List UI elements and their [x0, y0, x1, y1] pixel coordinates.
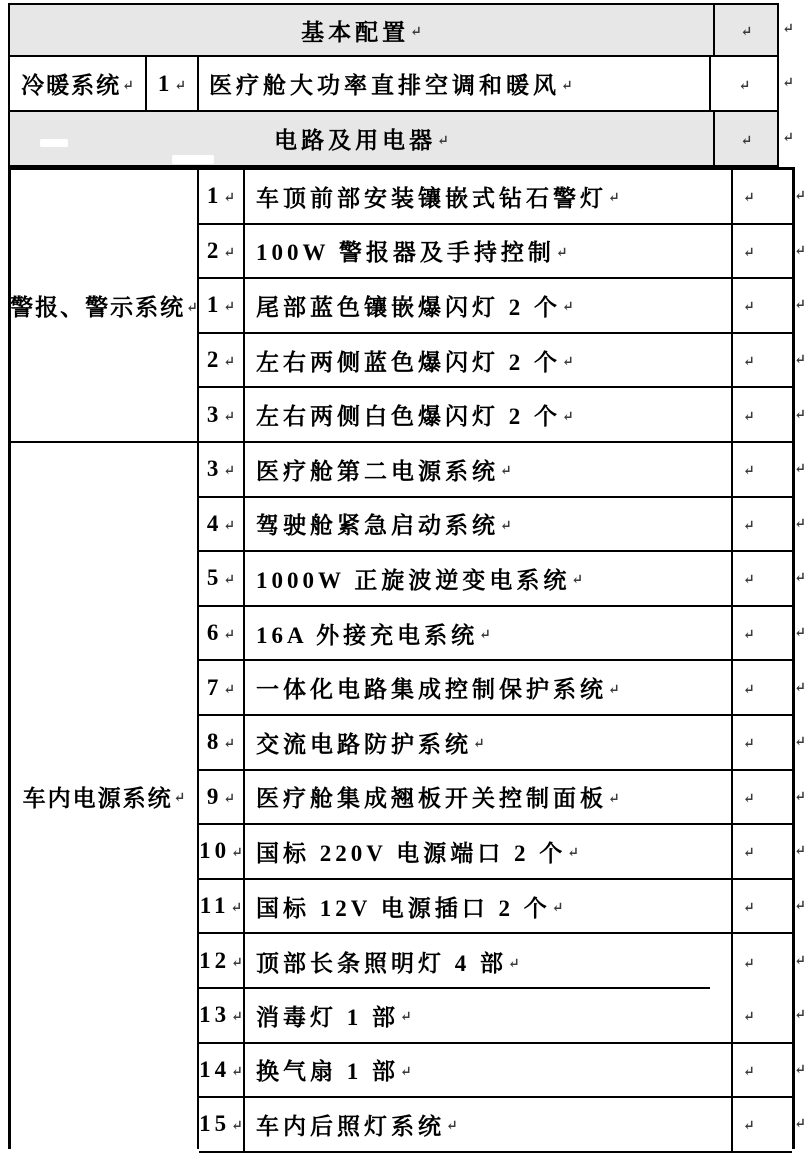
- empty-status-cell: [733, 443, 792, 498]
- item-number-cell: [199, 170, 245, 225]
- item-number: 11: [199, 893, 230, 919]
- paragraph-mark-icon: ↵: [223, 573, 236, 589]
- item-number: 4: [206, 510, 223, 536]
- paragraph-mark-icon: ↵: [743, 956, 755, 972]
- item-content-cell: [245, 498, 733, 553]
- empty-status-cell: [733, 716, 792, 771]
- item-number-cell: [199, 771, 245, 826]
- paragraph-mark-icon: ↵: [223, 518, 236, 534]
- item-row: [199, 498, 806, 553]
- item-row: [199, 1098, 806, 1153]
- item-content-cell: [245, 1044, 733, 1099]
- empty-status-cell: [733, 170, 792, 225]
- item-number-cell: [199, 661, 245, 716]
- row-end-paragraph-mark-icon: ↵: [794, 571, 806, 587]
- empty-status-cell: [733, 880, 792, 935]
- item-number-cell: [199, 334, 245, 389]
- item-text: 100W 警报器及手持控制: [256, 240, 555, 266]
- item-number-cell: [199, 552, 245, 607]
- paragraph-mark-icon: ↵: [743, 518, 755, 534]
- item-number-cell: [199, 716, 245, 771]
- item-row: [199, 607, 806, 662]
- paragraph-mark-icon: ↵: [500, 464, 512, 480]
- paragraph-mark-icon: ↵: [567, 846, 579, 862]
- group-cell-cooling: [10, 57, 147, 110]
- item-text: 换气扇 1 部: [256, 1059, 399, 1085]
- paragraph-mark-icon: ↵: [400, 1010, 412, 1026]
- paragraph-mark-icon: ↵: [743, 355, 755, 371]
- row-end-paragraph-mark-icon: ↵: [794, 789, 806, 805]
- paragraph-mark-icon: ↵: [571, 573, 584, 589]
- paragraph-mark-icon: ↵: [555, 245, 568, 261]
- item-number-cell: [199, 225, 245, 280]
- item-row: [199, 225, 806, 280]
- item-number-cell: [199, 880, 245, 935]
- row-end-paragraph-mark-icon: ↵: [794, 462, 806, 478]
- paragraph-mark-icon: ↵: [223, 300, 236, 316]
- item-number: 1: [206, 183, 223, 209]
- item-row: [199, 170, 806, 225]
- row-end-paragraph-mark-icon: ↵: [794, 1008, 806, 1024]
- item-content-cell: [245, 552, 733, 607]
- group-column: [11, 170, 199, 1149]
- row-end-paragraph-mark-icon: ↵: [794, 899, 806, 915]
- item-text: 尾部蓝色镶嵌爆闪灯 2 个: [256, 294, 561, 320]
- cooling-system-row: [10, 57, 794, 112]
- item-row: [199, 771, 806, 826]
- item-content-cell: [245, 225, 733, 280]
- empty-status-cell: [733, 661, 792, 716]
- item-text: 车顶前部安装镶嵌式钻石警灯: [256, 185, 607, 211]
- paragraph-mark-icon: ↵: [743, 1064, 755, 1080]
- whiteout-smudge: [40, 139, 68, 147]
- item-content-cell: [245, 989, 733, 1044]
- paragraph-mark-icon: ↵: [743, 245, 755, 261]
- empty-status-cell: [733, 334, 792, 389]
- row-end-paragraph-mark-icon: ↵: [794, 1117, 806, 1133]
- item-row: [199, 552, 806, 607]
- item-row: [199, 334, 806, 389]
- paragraph-mark-icon: ↵: [608, 191, 620, 207]
- item-text: 国标 220V 电源端口 2 个: [256, 840, 567, 866]
- item-number: 3: [206, 401, 223, 427]
- empty-status-cell: [711, 57, 777, 110]
- item-text: 国标 12V 电源插口 2 个: [256, 895, 551, 921]
- paragraph-mark-icon: ↵: [743, 846, 755, 862]
- paragraph-mark-icon: ↵: [223, 682, 236, 698]
- item-number-cell: [199, 825, 245, 880]
- row-end-paragraph-mark-icon: ↵: [794, 298, 806, 314]
- item-row: [199, 825, 806, 880]
- empty-status-cell: [733, 1098, 792, 1153]
- empty-status-cell: [733, 225, 792, 280]
- item-row: [199, 1044, 806, 1099]
- empty-status-cell: [733, 552, 792, 607]
- item-content-cell: [199, 57, 711, 110]
- paragraph-mark-icon: ↵: [608, 682, 620, 698]
- item-number-cell: [147, 57, 199, 110]
- paragraph-mark-icon: ↵: [740, 133, 753, 149]
- paragraph-mark-icon: ↵: [223, 191, 236, 207]
- paragraph-mark-icon: ↵: [231, 846, 243, 862]
- item-text: 医疗舱集成翘板开关控制面板: [256, 786, 607, 812]
- item-number-cell: [199, 388, 245, 443]
- paragraph-mark-icon: ↵: [562, 355, 574, 371]
- row-end-paragraph-mark-icon: ↵: [794, 407, 806, 423]
- item-row: [199, 880, 806, 935]
- group-label: 冷暖系统: [21, 73, 122, 98]
- section-title-electric: 电路及用电器: [274, 128, 437, 153]
- item-number-cell: [199, 1098, 245, 1153]
- row-end-paragraph-mark-icon: ↵: [782, 22, 794, 37]
- item-row: [199, 661, 806, 716]
- paragraph-mark-icon: ↵: [608, 791, 620, 807]
- paragraph-mark-icon: ↵: [551, 901, 564, 917]
- item-row: [199, 388, 806, 443]
- row-end-paragraph-mark-icon: ↵: [794, 353, 806, 369]
- paragraph-mark-icon: ↵: [223, 355, 236, 371]
- item-text: 1000W 正旋波逆变电系统: [256, 567, 571, 593]
- empty-status-cell: [733, 771, 792, 826]
- row-end-paragraph-mark-icon: ↵: [794, 189, 806, 205]
- item-number-cell: [199, 443, 245, 498]
- section-header-cell: [10, 5, 715, 55]
- paragraph-mark-icon: ↵: [562, 409, 574, 425]
- row-end-paragraph-mark-icon: ↵: [782, 130, 794, 146]
- item-number-cell: [199, 934, 245, 989]
- empty-status-cell: [733, 388, 792, 443]
- section-header-row-basic: [10, 5, 794, 57]
- item-text: 医疗舱大功率直排空调和暖风: [209, 73, 560, 98]
- paragraph-mark-icon: ↵: [231, 1064, 243, 1080]
- empty-status-cell: [733, 607, 792, 662]
- paragraph-mark-icon: ↵: [508, 956, 520, 972]
- item-number-cell: [199, 1044, 245, 1099]
- paragraph-mark-icon: ↵: [231, 955, 243, 971]
- item-text: 医疗舱第二电源系统: [256, 458, 499, 484]
- item-number-cell: [199, 279, 245, 334]
- paragraph-mark-icon: ↵: [743, 682, 755, 698]
- paragraph-mark-icon: ↵: [743, 791, 755, 807]
- paragraph-mark-icon: ↵: [223, 245, 236, 261]
- item-row: [199, 716, 806, 771]
- paragraph-mark-icon: ↵: [740, 25, 753, 40]
- group-label: 警报、警示系统: [10, 295, 186, 320]
- item-number: 3: [206, 456, 223, 482]
- paragraph-mark-icon: ↵: [743, 464, 755, 480]
- paragraph-mark-icon: ↵: [400, 1064, 412, 1080]
- empty-status-cell: [715, 112, 777, 165]
- item-text: 车内后照灯系统: [256, 1113, 445, 1139]
- paragraph-mark-icon: ↵: [223, 791, 236, 807]
- item-row: [199, 443, 806, 498]
- basic-config-table: [8, 3, 794, 167]
- item-content-cell: [245, 607, 733, 662]
- empty-status-cell: [733, 279, 792, 334]
- item-number: 15: [199, 1111, 231, 1137]
- item-content-cell: [245, 934, 733, 989]
- paragraph-mark-icon: ↵: [743, 573, 755, 589]
- electric-items-table: [8, 167, 806, 1149]
- paragraph-mark-icon: ↵: [743, 737, 755, 753]
- item-number: 7: [206, 674, 223, 700]
- row-end-paragraph-mark-icon: ↵: [794, 844, 806, 860]
- item-content-cell: [245, 279, 733, 334]
- item-text: 左右两侧白色爆闪灯 2 个: [256, 404, 561, 430]
- paragraph-mark-icon: ↵: [186, 300, 198, 316]
- row-end-paragraph-mark-icon: ↵: [794, 516, 806, 532]
- item-rows-container: [199, 170, 806, 1149]
- paragraph-mark-icon: ↵: [561, 78, 573, 94]
- paragraph-mark-icon: ↵: [223, 409, 236, 425]
- row-end-paragraph-mark-icon: ↵: [794, 626, 806, 642]
- item-content-cell: [245, 388, 733, 443]
- item-content-cell: [245, 771, 733, 826]
- paragraph-mark-icon: ↵: [231, 1010, 243, 1026]
- item-content-cell: [245, 1098, 733, 1153]
- paragraph-mark-icon: ↵: [743, 1010, 755, 1026]
- empty-status-cell: [733, 989, 792, 1044]
- item-content-cell: [245, 825, 733, 880]
- item-text: 消毒灯 1 部: [256, 1004, 399, 1030]
- item-number: 12: [199, 947, 231, 973]
- item-row: [199, 989, 806, 1044]
- item-number: 5: [206, 565, 223, 591]
- item-number: 10: [199, 838, 231, 864]
- group-cell-alarm-system: [11, 170, 197, 443]
- paragraph-mark-icon: ↵: [743, 300, 755, 316]
- paragraph-mark-icon: ↵: [743, 409, 755, 425]
- item-text: 左右两侧蓝色爆闪灯 2 个: [256, 349, 561, 375]
- paragraph-mark-icon: ↵: [562, 300, 574, 316]
- paragraph-mark-icon: ↵: [479, 628, 491, 644]
- row-end-paragraph-mark-icon: ↵: [782, 75, 794, 91]
- paragraph-mark-icon: ↵: [738, 78, 751, 94]
- paragraph-mark-icon: ↵: [743, 901, 755, 917]
- item-content-cell: [245, 661, 733, 716]
- item-text: 交流电路防护系统: [256, 731, 472, 757]
- empty-status-cell: [733, 934, 792, 989]
- paragraph-mark-icon: ↵: [743, 191, 755, 207]
- empty-status-cell: [733, 825, 792, 880]
- paragraph-mark-icon: ↵: [743, 1119, 755, 1135]
- item-row: [199, 934, 806, 989]
- item-number: 2: [206, 237, 223, 263]
- item-content-cell: [245, 170, 733, 225]
- item-number-cell: [199, 989, 245, 1044]
- section-title-basic: 基本配置: [301, 19, 410, 45]
- row-end-paragraph-mark-icon: ↵: [794, 953, 806, 969]
- paragraph-mark-icon: ↵: [231, 1119, 243, 1135]
- paragraph-mark-icon: ↵: [410, 25, 422, 40]
- paragraph-mark-icon: ↵: [173, 791, 186, 806]
- paragraph-mark-icon: ↵: [743, 628, 755, 644]
- item-number-cell: [199, 498, 245, 553]
- item-text: 驾驶舱紧急启动系统: [256, 513, 499, 539]
- row-end-paragraph-mark-icon: ↵: [794, 735, 806, 751]
- whiteout-smudge: [172, 155, 214, 164]
- paragraph-mark-icon: ↵: [223, 737, 236, 753]
- row-end-paragraph-mark-icon: ↵: [794, 1062, 806, 1078]
- paragraph-mark-icon: ↵: [437, 133, 449, 149]
- paragraph-mark-icon: ↵: [230, 901, 243, 917]
- item-number: 1: [206, 292, 223, 318]
- empty-status-cell: [733, 498, 792, 553]
- paragraph-mark-icon: ↵: [500, 518, 512, 534]
- item-number: 6: [206, 620, 223, 646]
- paragraph-mark-icon: ↵: [122, 78, 134, 94]
- paragraph-mark-icon: ↵: [446, 1119, 458, 1135]
- item-number: 2: [206, 347, 223, 373]
- item-content-cell: [245, 334, 733, 389]
- section-header-cell: [10, 112, 715, 165]
- group-label: 车内电源系统: [22, 785, 173, 811]
- item-content-cell: [245, 716, 733, 771]
- paragraph-mark-icon: ↵: [473, 737, 485, 753]
- item-number: 13: [199, 1002, 231, 1028]
- paragraph-mark-icon: ↵: [174, 78, 187, 94]
- empty-status-cell: [715, 5, 777, 55]
- paragraph-mark-icon: ↵: [223, 628, 236, 644]
- item-row: [199, 279, 806, 334]
- item-number: 1: [157, 70, 174, 96]
- item-number: 9: [206, 783, 223, 809]
- paragraph-mark-icon: ↵: [223, 464, 236, 480]
- empty-status-cell: [733, 1044, 792, 1099]
- section-header-row-electric: [10, 112, 794, 165]
- group-cell-power-system: [11, 443, 197, 1149]
- row-end-paragraph-mark-icon: ↵: [794, 243, 806, 259]
- item-content-cell: [245, 443, 733, 498]
- item-content-cell: [245, 880, 733, 935]
- item-number: 8: [206, 729, 223, 755]
- item-text: 16A 外接充电系统: [256, 622, 479, 648]
- item-number-cell: [199, 607, 245, 662]
- item-text: 一体化电路集成控制保护系统: [256, 677, 607, 703]
- item-number: 14: [199, 1056, 231, 1082]
- item-text: 顶部长条照明灯 4 部: [256, 951, 507, 977]
- row-end-paragraph-mark-icon: ↵: [794, 680, 806, 696]
